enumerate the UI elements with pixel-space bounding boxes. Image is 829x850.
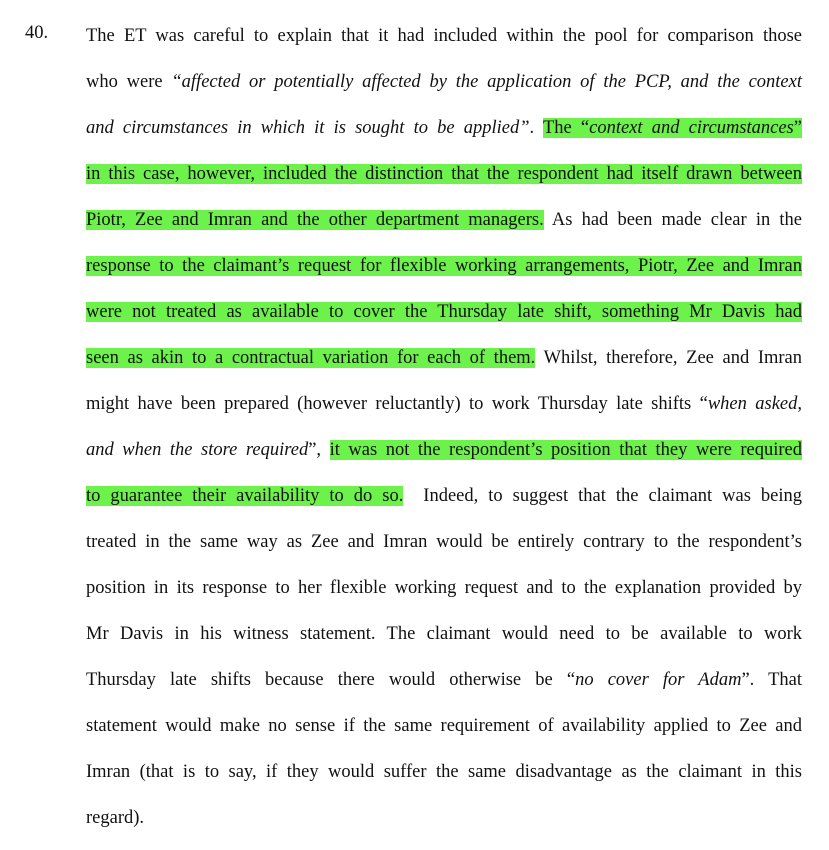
text-run: Whilst, therefore, Zee and Imran <box>535 348 802 368</box>
highlighted-text: response to the claimant’s request for flexible working arrangements, Piotr, Zee and Imran <box>86 256 802 276</box>
text-line <box>86 300 802 324</box>
quoted-text: and when the store required <box>86 440 309 460</box>
text-line <box>86 622 802 646</box>
text-line <box>86 714 802 738</box>
text-line <box>86 438 802 462</box>
highlighted-text: in this case, however, included the distinction that the respondent had itself drawn between <box>86 164 802 184</box>
quoted-text: context and circumstances <box>589 118 794 138</box>
highlighted-text <box>543 118 802 138</box>
text-run: ”. That <box>741 670 803 690</box>
text-line <box>86 484 802 508</box>
text-run: statement would make no sense if the same requirement of availability applied to Zee and <box>86 716 802 736</box>
highlighted-text: seen as akin to a contractual variation for each of them. <box>86 348 536 368</box>
text-run: ” <box>793 118 802 138</box>
quoted-text: “affected or potentially affected by the application of the PCP, and the context <box>171 72 802 92</box>
highlighted-text: to guarantee their availability to do so. <box>86 486 404 506</box>
text-line <box>86 806 802 830</box>
text-run: As had been made clear in the <box>543 210 802 230</box>
text-line <box>86 254 802 278</box>
text-line <box>86 116 802 140</box>
text-run: The “ <box>542 118 590 138</box>
highlighted-text: Piotr, Zee and Imran and the other department managers. <box>86 210 544 230</box>
text-run: . <box>529 118 543 138</box>
text-run: ”, <box>308 440 330 460</box>
text-line <box>86 24 802 48</box>
text-run: Indeed, to suggest that the claimant was being <box>403 486 802 506</box>
text-run: treated in the same way as Zee and Imran would be entirely contrary to the respondent’s <box>86 532 802 552</box>
text-run: might have been prepared (however reluctantly) to work Thursday late shifts “ <box>86 394 708 414</box>
text-line <box>86 530 802 554</box>
highlighted-text: it was not the respondent’s position that they were required <box>329 440 802 460</box>
quoted-text: no cover for Adam <box>575 670 742 690</box>
text-run: Imran (that is to say, if they would suffer the same disadvantage as the claimant in this <box>86 762 802 782</box>
quoted-text: when asked, <box>707 394 802 414</box>
text-run: who were <box>86 72 172 92</box>
text-line <box>86 346 802 370</box>
text-line <box>86 70 802 94</box>
quoted-text: and circumstances in which it is sought to be applied” <box>86 118 530 138</box>
text-line <box>86 208 802 232</box>
text-line <box>86 392 802 416</box>
text-run: regard). <box>86 808 145 828</box>
text-line <box>86 668 802 692</box>
text-line <box>86 162 802 186</box>
text-run: Mr Davis in his witness statement. The claimant would need to be available to work <box>86 624 802 644</box>
highlighted-text: were not treated as available to cover the Thursday late shift, something Mr Davis had <box>86 302 802 322</box>
text-run: Thursday late shifts because there would otherwise be “ <box>86 670 576 690</box>
text-run: The ET was careful to explain that it had included within the pool for comparison those <box>86 26 802 46</box>
text-line <box>86 760 802 784</box>
paragraph-number: 40. <box>25 23 49 43</box>
text-line <box>86 576 802 600</box>
text-run: position in its response to her flexible working request and to the explanation provided by <box>86 578 802 598</box>
